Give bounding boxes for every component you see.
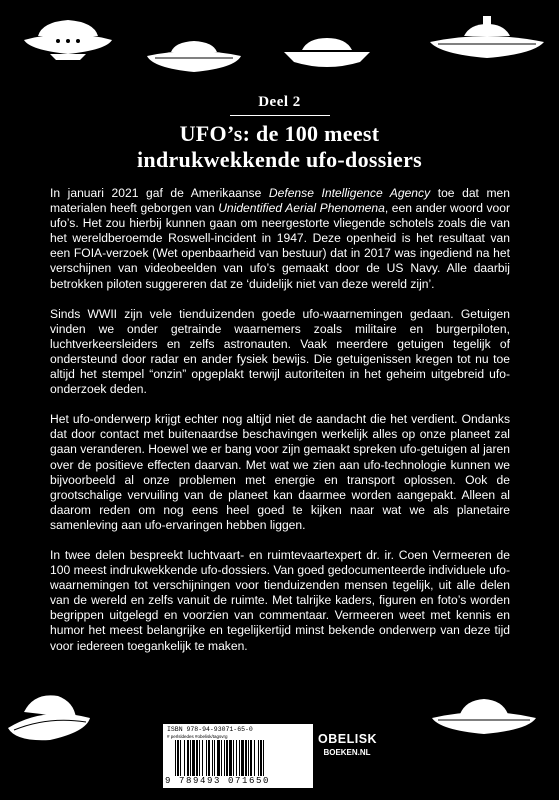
publisher-url: BOEKEN.NL bbox=[323, 748, 371, 757]
barcode-bar bbox=[239, 740, 240, 776]
publisher-logo bbox=[318, 732, 376, 757]
text-run: , een ander woord voor ufo’s. Het zou hierbij kunnen gaan om neergestorte vliegende schotels zoals die van het wereldberoemde Roswell-incident in 1947. Deze openheid is het resultaat van een FOIA-verzoek (Wet openbaarheid van bestuur) dat in 2017 was ingediend na het verschijnen van videobeelden van ufo’s gemaakt door de US Navy. Alle daarbij betrokken piloten suggereren dat ze ‘duidelijk niet van deze wereld zijn’. bbox=[50, 201, 510, 291]
barcode-bar bbox=[226, 740, 228, 776]
barcode-bar bbox=[258, 740, 259, 776]
ufo-icon bbox=[430, 694, 538, 740]
title-line-1: UFO’s: de 100 meest bbox=[179, 121, 380, 146]
book-title bbox=[0, 121, 559, 173]
barcode-bar bbox=[202, 740, 203, 776]
ufo-icon bbox=[282, 36, 372, 76]
ufo-icon bbox=[20, 14, 116, 64]
barcode-bar bbox=[212, 740, 213, 776]
blurb bbox=[50, 186, 510, 669]
ufo-icon bbox=[428, 14, 546, 66]
barcode-bar bbox=[236, 740, 237, 776]
paragraph-4: In twee delen bespreekt luchtvaart- en ruimtevaartexpert dr. ir. Coen Vermeeren de 100 meest indrukwekkende ufo-dossiers. Van goed gedocumenteerde individuele ufo-waarnemingen tot verschijningen voor tienduizenden mensen tegelijk, uit alle delen van de wereld en zelfs vanuit de ruimte. Met talrijke kaders, figuren en foto’s worden begrippen uitgelegd en voorzien van commentaar. Vermeeren weet met kennis en humor het meest belangrijke en tegelijkertijd minst bekende onderwerp van deze tijd voor iedereen toegankelijk te maken. bbox=[50, 547, 510, 653]
barcode-bar bbox=[206, 740, 207, 776]
text-run: In januari 2021 gaf de Amerikaanse bbox=[50, 186, 269, 200]
barcode-bar bbox=[263, 740, 264, 776]
ufo-icon bbox=[4, 684, 94, 754]
barcode-bar bbox=[233, 740, 234, 776]
barcode-bar bbox=[190, 740, 191, 776]
title-divider bbox=[230, 115, 330, 116]
barcode-bars bbox=[175, 740, 305, 776]
title-line-2: indrukwekkende ufo-dossiers bbox=[137, 147, 422, 172]
barcode-bar bbox=[180, 740, 181, 776]
barcode-digits: 9 789493 071650 bbox=[165, 776, 271, 786]
barcode-bar bbox=[196, 740, 198, 776]
barcode-bar bbox=[254, 740, 255, 776]
barcode-bar bbox=[241, 740, 244, 776]
barcode-bar bbox=[250, 740, 252, 776]
italic-term: Defense Intelligence Agency bbox=[268, 186, 431, 200]
barcode bbox=[163, 724, 313, 788]
paragraph-3: Het ufo-onderwerp krijgt echter nog altijd niet de aandacht die het verdient. Ondanks dat door contact met buitenaardse beschavingen werkelijk alles op onze planeet zal gaan veranderen. Hoewel we er bang voor zijn gemaakt spreken ufo-getuigen al jaren over de positieve effecten daarvan. Met wat we zien aan ufo-technologie kunnen we bijvoorbeeld al onze problemen met energie en transport oplossen. Ook de grootschalige vervuiling van de planeet kan daarmee worden aangepakt. Alleen al daarom reden om nog eens heel goed te kijken naar wat we als planetaire samenleving aan ufo-ervaringen hebben liggen. bbox=[50, 412, 510, 532]
barcode-subtext: # perlsldedes #obelisk/tagsvrg bbox=[167, 734, 228, 739]
barcode-bar bbox=[260, 740, 262, 776]
text-run: toe dat men materialen heeft geborgen van bbox=[50, 186, 510, 216]
barcode-bar bbox=[214, 740, 215, 776]
barcode-bar bbox=[175, 740, 176, 776]
barcode-bar bbox=[245, 740, 247, 776]
barcode-bar bbox=[184, 740, 185, 776]
barcode-bar bbox=[177, 740, 179, 776]
publisher-name: OBELISK bbox=[318, 732, 378, 746]
barcode-bar bbox=[221, 740, 222, 776]
barcode-bar bbox=[217, 740, 220, 776]
barcode-bar bbox=[192, 740, 195, 776]
isbn: ISBN 978-94-93071-65-0 bbox=[167, 726, 253, 733]
ufo-icon bbox=[145, 38, 243, 78]
barcode-bar bbox=[229, 740, 232, 776]
barcode-bar bbox=[199, 740, 200, 776]
paragraph-2: Sinds WWII zijn vele tienduizenden goede ufo-waarnemingen gedaan. Getuigen vinden we onder getrainde waarnemers zoals militaire en burgerpiloten, luchtverkeersleiders en zelfs astronauten. Vaak meerdere getuigen tegelijk of ondersteund door radar en ander fysiek bewijs. Die getuigenissen kregen tot nu toe altijd het stempel “onzin” opgeplakt terwijl autoriteiten in het geheim uitgebreid ufo-onderzoek deden. bbox=[50, 306, 510, 397]
barcode-bar bbox=[208, 740, 210, 776]
barcode-bar bbox=[187, 740, 189, 776]
barcode-bar bbox=[248, 740, 249, 776]
part-label: Deel 2 bbox=[258, 94, 301, 110]
italic-term: Unidentified Aerial Phenomena bbox=[218, 201, 385, 216]
barcode-bar bbox=[224, 740, 225, 776]
paragraph-1 bbox=[50, 186, 510, 292]
